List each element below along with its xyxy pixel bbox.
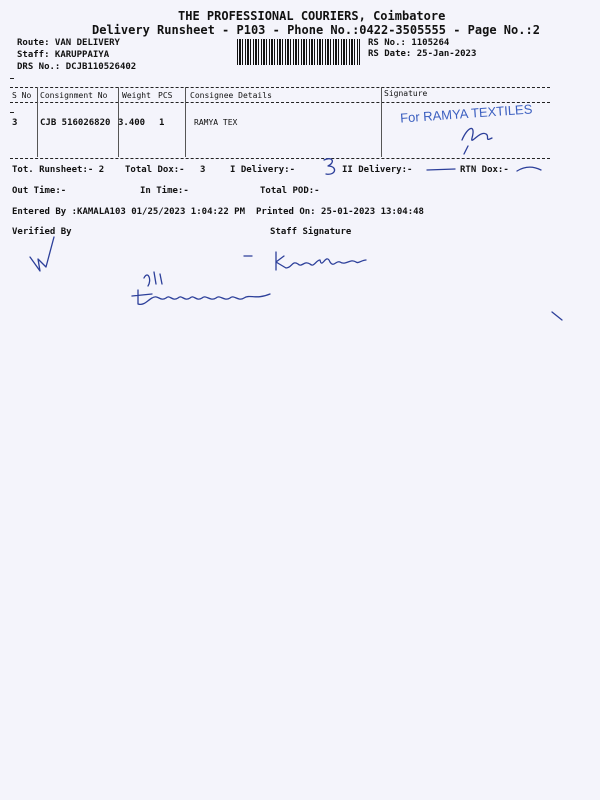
ii-delivery: II Delivery:- [342, 165, 413, 175]
drs-number: DRS No.: DCJB110526402 [17, 62, 137, 72]
route-label: Route: VAN DELIVERY [17, 38, 120, 48]
company-stamp: For RAMYA TEXTILES [399, 101, 533, 126]
verified-by: Verified By [12, 227, 72, 237]
staff-signature-label: Staff Signature [270, 227, 352, 237]
col-sno: S No [12, 91, 32, 100]
out-time: Out Time:- [12, 186, 67, 196]
entered-by: Entered By :KAMALA103 01/25/2023 1:04:22 PM [12, 207, 245, 217]
tot-runsheet: Tot. Runsheet:- 2 [12, 165, 105, 175]
col-pcs: PCS [158, 91, 173, 100]
row-weight: 3.400 [118, 118, 146, 128]
verifier-signature [26, 235, 66, 275]
i-delivery: I Delivery:- [230, 165, 296, 175]
row-sno: 3 [12, 118, 18, 128]
total-dox: Total Dox:- [125, 165, 185, 175]
company-title: THE PROFESSIONAL COURIERS, Coimbatore [178, 9, 446, 23]
receiver-signature [458, 120, 498, 155]
in-time: In Time:- [140, 186, 189, 196]
barcode [237, 39, 360, 65]
table-header-rule [10, 102, 550, 103]
table-bottom-rule [10, 158, 550, 159]
table-top-rule [10, 87, 550, 88]
row-consignment: CJB 516026820 [40, 118, 111, 128]
row-pcs: 1 [159, 118, 165, 128]
staff-label: Staff: KARUPPAIYA [17, 50, 110, 60]
rtn-dox: RTN Dox:- [460, 165, 509, 175]
divider [10, 112, 14, 113]
divider [10, 78, 14, 79]
col-consignment: Consignment No [40, 91, 108, 100]
handwritten-name-signature [130, 268, 275, 310]
runsheet-subtitle: Delivery Runsheet - P103 - Phone No.:0422-3505555 - Page No.:2 [92, 23, 540, 37]
handwritten-three [318, 156, 348, 178]
total-pod: Total POD:- [260, 186, 320, 196]
col-weight: Weight [122, 91, 151, 100]
col-consignee: Consignee Details [190, 91, 272, 100]
dash-marks [425, 162, 545, 176]
col-signature: Signature [384, 89, 428, 98]
row-consignee: RAMYA TEX [194, 118, 238, 127]
rs-date: RS Date: 25-Jan-2023 [368, 49, 477, 59]
stray-mark [550, 310, 566, 324]
rs-number: RS No.: 1105264 [368, 38, 450, 48]
printed-on: Printed On: 25-01-2023 13:04:48 [256, 207, 424, 217]
total-dox-value: 3 [200, 165, 206, 175]
